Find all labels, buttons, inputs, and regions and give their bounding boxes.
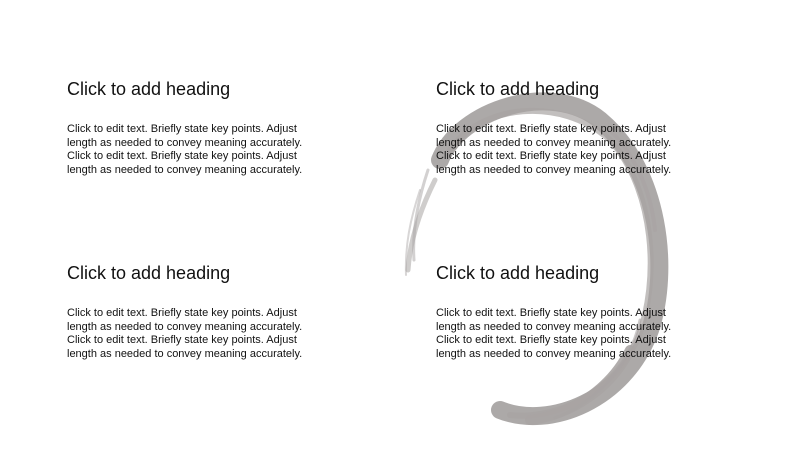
heading-placeholder[interactable]: Click to add heading	[67, 79, 231, 99]
body-text-line: Click to edit text. Briefly state key points. Adjust	[436, 307, 666, 319]
content-block-top-right	[436, 78, 736, 177]
body-text-line: Click to edit text. Briefly state key points. Adjust	[436, 150, 666, 163]
body-text-line: Click to edit text. Briefly state key points. Adjust	[67, 123, 297, 135]
body-text-line: length as needed to convey meaning accurately.	[67, 136, 303, 149]
heading-placeholder[interactable]: Click to add heading	[436, 263, 600, 283]
body-text-line: length as needed to convey meaning accurately.	[67, 320, 303, 333]
body-text-placeholder[interactable]	[436, 307, 701, 361]
body-text-line: length as needed to convey meaning accurately.	[67, 163, 303, 176]
body-text-placeholder[interactable]	[436, 123, 701, 177]
body-text-line: length as needed to convey meaning accurately.	[436, 347, 672, 360]
content-block-top-left	[67, 78, 367, 177]
body-text-line: length as needed to convey meaning accurately.	[67, 347, 303, 360]
body-text-line: Click to edit text. Briefly state key points. Adjust	[67, 334, 297, 347]
body-text-placeholder[interactable]	[67, 123, 332, 177]
body-text-line: Click to edit text. Briefly state key points. Adjust	[67, 150, 297, 163]
content-block-bottom-left	[67, 262, 367, 361]
body-text-line: Click to edit text. Briefly state key points. Adjust	[436, 123, 666, 135]
body-text-line: Click to edit text. Briefly state key points. Adjust	[436, 334, 666, 347]
body-text-placeholder[interactable]	[67, 307, 332, 361]
body-text-line: Click to edit text. Briefly state key points. Adjust	[67, 307, 297, 319]
body-text-line: length as needed to convey meaning accurately.	[436, 136, 672, 149]
heading-placeholder[interactable]: Click to add heading	[436, 79, 600, 99]
content-block-bottom-right	[436, 262, 736, 361]
heading-placeholder[interactable]: Click to add heading	[67, 263, 231, 283]
body-text-line: length as needed to convey meaning accurately.	[436, 163, 672, 176]
body-text-line: length as needed to convey meaning accurately.	[436, 320, 672, 333]
